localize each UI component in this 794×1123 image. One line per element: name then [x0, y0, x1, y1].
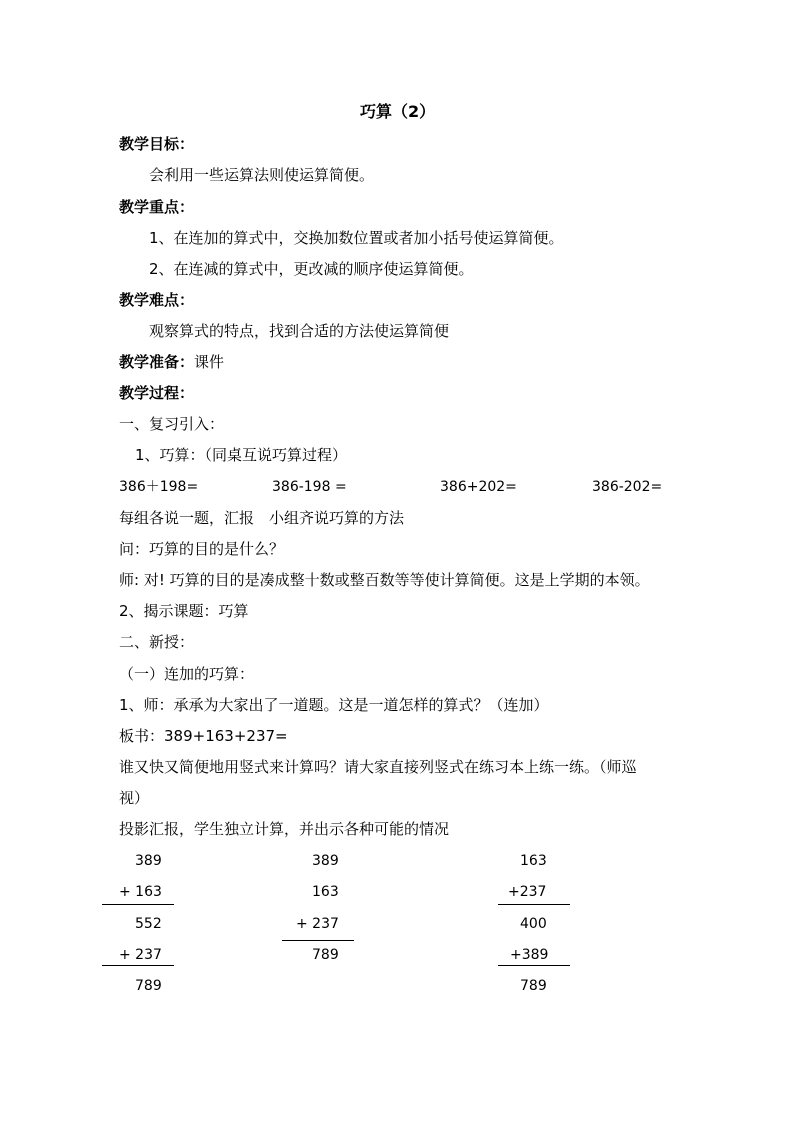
prep-heading: 教学准备：	[119, 353, 195, 371]
col3-rule-1	[498, 904, 570, 905]
process-heading: 教学过程：	[119, 384, 195, 402]
prep-line	[119, 352, 224, 372]
col1-line-3: 552	[135, 916, 162, 932]
col2-line-1: 389	[312, 853, 339, 869]
group-report: 每组各说一题，汇报 小组齐说巧算的方法	[119, 509, 405, 527]
col1-line-1: 389	[135, 853, 162, 869]
goal-heading: 教学目标：	[119, 135, 195, 153]
review-item-1: 1、巧算：（同桌互说巧算过程）	[135, 446, 348, 464]
goal-text: 会利用一些运算法则使运算简便。	[149, 166, 375, 184]
page-title: 巧算（2）	[360, 102, 436, 121]
key-heading: 教学重点：	[119, 198, 195, 216]
col1-line-5: 789	[135, 978, 162, 994]
new-heading: 二、新授：	[119, 633, 195, 651]
col1-line-2: + 163	[119, 884, 162, 900]
expression-2: 386-198 =	[272, 479, 347, 495]
question: 问：巧算的目的是什么？	[119, 540, 285, 558]
col3-line-1: 163	[520, 853, 547, 869]
reveal-topic: 2、揭示课题：巧算	[119, 602, 249, 620]
col3-rule-2	[498, 965, 570, 966]
projection: 投影汇报，学生独立计算，并出示各种可能的情况	[119, 820, 450, 838]
col2-line-3: + 237	[296, 916, 339, 932]
col3-line-4: +389	[510, 947, 549, 963]
vertical-ask-line-2: 视）	[119, 789, 150, 807]
difficulty-text: 观察算式的特点，找到合适的方法使运算简便	[149, 322, 450, 340]
col3-line-3: 400	[520, 916, 547, 932]
col1-line-4: + 237	[119, 947, 162, 963]
col2-line-2: 163	[312, 884, 339, 900]
sub-heading-1: （一）连加的巧算：	[119, 665, 255, 683]
board-write: 板书：389+163+237=	[119, 727, 288, 745]
col2-rule-1	[282, 940, 354, 941]
difficulty-heading: 教学难点：	[119, 291, 195, 309]
vertical-ask-line-1: 谁又快又简便地用竖式来计算吗？请大家直接列竖式在练习本上练一练。（师巡	[119, 758, 637, 776]
expression-4: 386-202=	[592, 479, 663, 495]
prep-text: 课件	[194, 353, 225, 371]
expression-1: 386＋198=	[119, 479, 199, 495]
review-heading: 一、复习引入：	[119, 415, 225, 433]
col3-line-5: 789	[520, 978, 547, 994]
teacher-answer: 师: 对! 巧算的目的是凑成整十数或整百数等等使计算简便。这是上学期的本领。	[119, 571, 650, 589]
key-point-1: 1、在连加的算式中，交换加数位置或者加小括号使运算简便。	[149, 229, 564, 247]
key-point-2: 2、在连减的算式中，更改减的顺序使运算简便。	[149, 260, 474, 278]
expression-3: 386+202=	[440, 479, 517, 495]
col1-rule-1	[102, 904, 174, 905]
step-1: 1、师：承承为大家出了一道题。这是一道怎样的算式？（连加）	[119, 696, 549, 714]
col3-line-2: +237	[508, 884, 547, 900]
col2-line-4: 789	[312, 947, 339, 963]
col1-rule-2	[102, 965, 174, 966]
